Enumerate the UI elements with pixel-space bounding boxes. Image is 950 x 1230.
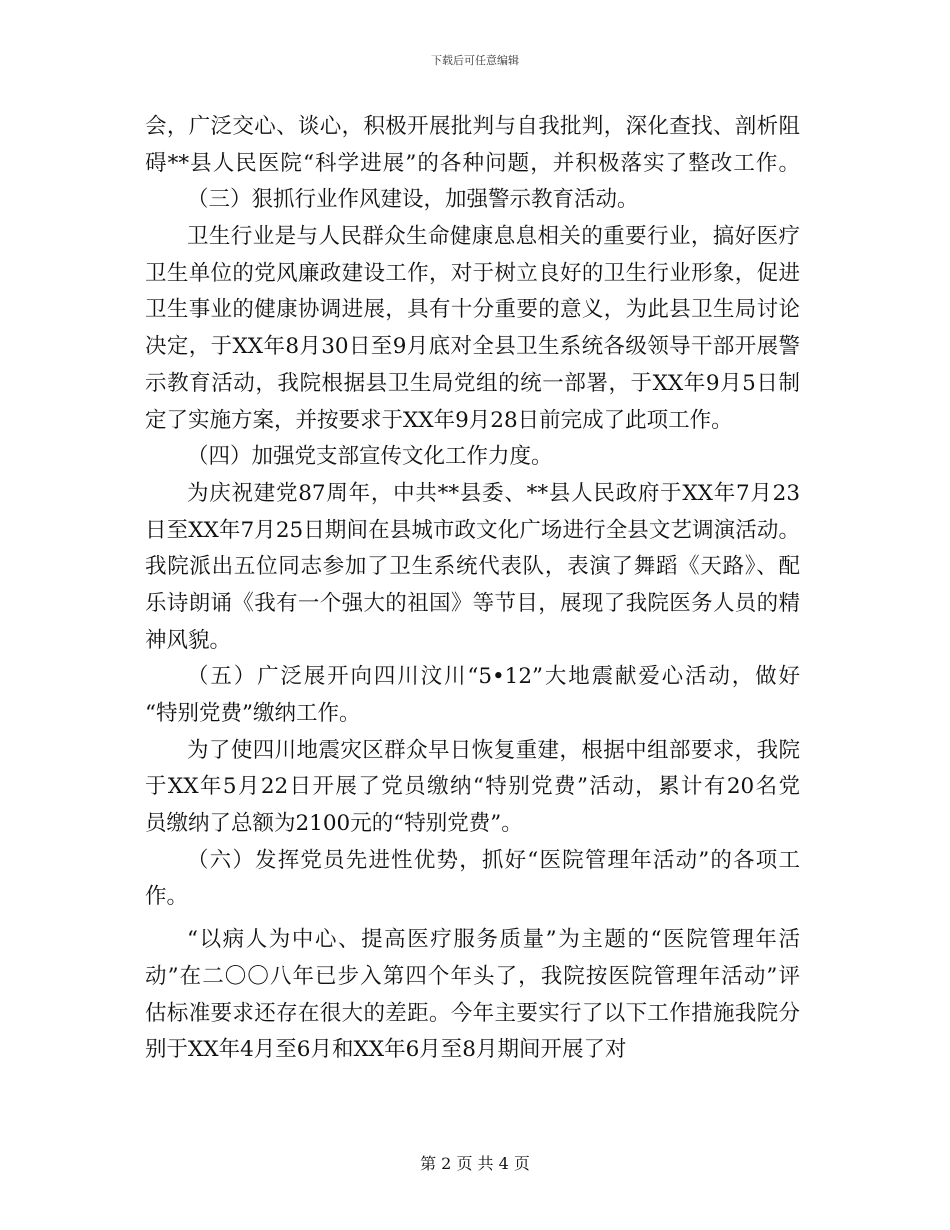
section-heading: （四）加强党支部宣传文化工作力度。 — [187, 444, 553, 470]
page-footer: 第 2 页 共 4 页 — [420, 1154, 530, 1173]
body-text-line: 于XX年5月22日开展了党员缴纳“特别党费”活动，累计有20名党 — [145, 774, 800, 800]
document-header: 下载后可任意编辑 — [431, 54, 519, 67]
section-heading: 作。 — [145, 884, 189, 910]
body-text-line: 决定，于XX年8月30日至9月底对全县卫生系统各级领导干部开展警 — [145, 334, 800, 360]
section-heading: “特别党费”缴纳工作。 — [145, 701, 361, 726]
body-text-line: 我院派出五位同志参加了卫生系统代表队，表演了舞蹈《天路》、配 — [145, 554, 800, 580]
body-text-line: 示教育活动，我院根据县卫生局党组的统一部署，于XX年9月5日制 — [145, 370, 800, 396]
section-heading: （三）狠抓行业作风建设，加强警示教育活动。 — [187, 187, 639, 213]
body-text-line: 日至XX年7月25日期间在县城市政文化广场进行全县文艺调演活动。 — [145, 517, 800, 543]
document-body — [145, 109, 800, 1069]
body-text-line: 定了实施方案，并按要求于XX年9月28日前完成了此项工作。 — [145, 407, 733, 433]
body-text-line: 卫生单位的党风廉政建设工作，对于树立良好的卫生行业形象，促进 — [145, 260, 800, 286]
body-text-line: 估标准要求还存在很大的差距。今年主要实行了以下工作措施我院分 — [145, 1000, 800, 1026]
body-text-line: 会，广泛交心、谈心，积极开展批判与自我批判，深化查找、剖析阻 — [145, 114, 800, 139]
body-text-line: 员缴纳了总额为2100元的“特别党费”。 — [145, 811, 523, 837]
body-text-line: 碍**县人民医院“科学进展”的各种问题，并积极落实了整改工作。 — [145, 150, 800, 176]
body-text-line: 为庆祝建党87周年，中共**县委、**县人民政府于XX年7月23 — [187, 480, 800, 506]
section-heading: （六）发挥党员先进性优势，抓好“医院管理年活动”的各项工 — [187, 847, 800, 873]
body-text-line: 别于XX年4月至6月和XX年6月至8月期间开展了对 — [145, 1037, 627, 1063]
section-heading: （五）广泛展开向四川汶川“5•12”大地震献爱心活动，做好 — [187, 664, 800, 690]
body-text-line: 卫生行业是与人民群众生命健康息息相关的重要行业，搞好医疗 — [187, 224, 800, 250]
body-text-line: 神风貌。 — [145, 627, 232, 653]
body-text-line: 为了使四川地震灾区群众早日恢复重建，根据中组部要求，我院 — [187, 737, 800, 763]
body-text-line: 卫生事业的健康协调进展，具有十分重要的意义，为此县卫生局讨论 — [145, 297, 800, 323]
body-text-line: 动”在二〇〇八年已步入第四个年头了，我院按医院管理年活动”评 — [145, 963, 800, 989]
body-text-line: “以病人为中心、提高医疗服务质量”为主题的“医院管理年活 — [187, 927, 800, 953]
body-text-line: 乐诗朗诵《我有一个强大的祖国》等节目，展现了我院医务人员的精 — [145, 590, 800, 616]
